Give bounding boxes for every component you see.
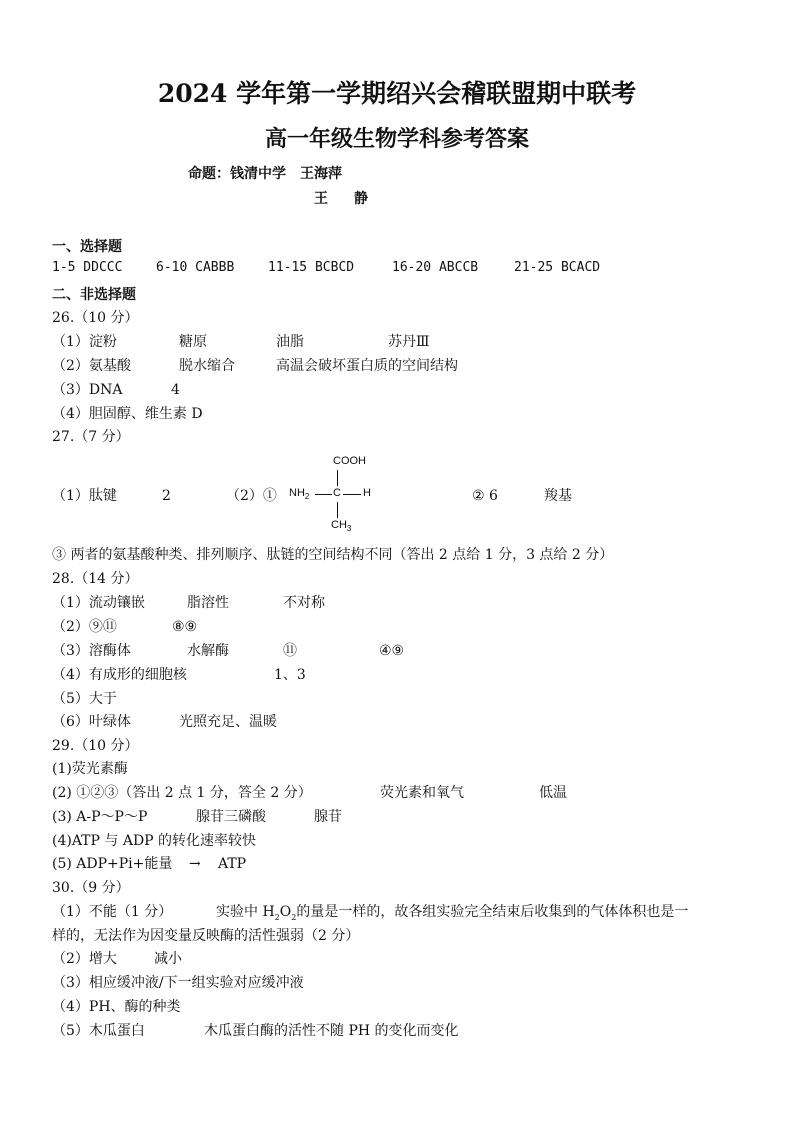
formula-bond-top bbox=[337, 470, 338, 486]
author-line: 命题：钱清中学 王海萍 bbox=[188, 166, 342, 182]
formula-ch-sub: 3 bbox=[346, 524, 352, 534]
q29-5-arrow: → bbox=[189, 856, 201, 872]
q30-5-a: （5）木瓜蛋白 bbox=[52, 1023, 145, 1039]
q30-1-b-post: 的量是一样的，故各组实验完全结束后收集到的气体体积也是一 bbox=[296, 904, 689, 920]
q26-line-4: （4）胆固醇、维生素 D bbox=[52, 406, 203, 422]
q28-6-b: 光照充足、温暖 bbox=[179, 714, 277, 730]
q30-heading: 30.（9 分） bbox=[52, 880, 130, 896]
q30-line-2 bbox=[52, 948, 182, 968]
formula-nh: NH bbox=[289, 487, 305, 499]
author-line-2: 王 静 bbox=[314, 191, 374, 207]
formula-ch3 bbox=[331, 519, 351, 533]
q28-3-a: （3）溶酶体 bbox=[52, 643, 131, 659]
q27-1-e: 羧基 bbox=[544, 488, 572, 504]
q28-3-d: ④⑨ bbox=[379, 643, 405, 659]
section-heading-nonchoice: 二、非选择题 bbox=[52, 287, 136, 303]
q29-line-2 bbox=[52, 782, 567, 802]
choice-group-3: 11-15 BCBCD bbox=[268, 260, 355, 275]
q30-1-b bbox=[216, 904, 688, 920]
choice-group-2: 6-10 CABBB bbox=[156, 260, 235, 275]
q28-4-b: 1、3 bbox=[274, 667, 306, 683]
q29-2-c: 低温 bbox=[539, 785, 567, 801]
formula-bond-left bbox=[315, 494, 332, 495]
q30-1-b-sub1: 2 bbox=[274, 912, 280, 922]
q28-3-c: ⑪ bbox=[283, 643, 297, 659]
q29-line-3 bbox=[52, 806, 342, 826]
q26-2-a: （2）氨基酸 bbox=[52, 358, 131, 374]
formula-cooh: COOH bbox=[333, 455, 366, 467]
q26-line-1 bbox=[52, 331, 430, 351]
q26-3-b: 4 bbox=[171, 382, 180, 398]
q30-1-b-sub2: 2 bbox=[291, 912, 297, 922]
formula-bond-right bbox=[343, 494, 361, 495]
q29-2-a: (2) ①②③（答出 2 点 1 分，答全 2 分） bbox=[52, 785, 312, 801]
q26-1-c: 油脂 bbox=[276, 334, 304, 350]
q30-1-b-mid: O bbox=[279, 904, 292, 920]
q30-line-4: （4）PH、酶的种类 bbox=[52, 999, 181, 1015]
q26-3-a: （3）DNA bbox=[52, 382, 123, 398]
q28-1-b: 脂溶性 bbox=[187, 595, 229, 611]
q27-line-1-right bbox=[472, 485, 572, 505]
q29-heading: 29.（10 分） bbox=[52, 738, 139, 754]
choice-group-4: 16-20 ABCCB bbox=[392, 260, 479, 275]
q29-3-c: 腺苷 bbox=[314, 809, 342, 825]
q26-2-b: 脱水缩合 bbox=[179, 358, 235, 374]
q30-line-5 bbox=[52, 1020, 459, 1040]
choice-group-1: 1-5 DDCCC bbox=[52, 260, 123, 275]
q28-line-6 bbox=[52, 711, 277, 731]
q28-line-2 bbox=[52, 616, 197, 636]
formula-ch: CH bbox=[331, 519, 347, 531]
q27-line-1 bbox=[52, 485, 277, 505]
q28-1-c: 不对称 bbox=[283, 595, 325, 611]
q29-line-5 bbox=[52, 853, 246, 873]
q29-line-1: (1)荧光素酶 bbox=[52, 761, 128, 777]
q30-1-a: （1）不能（1 分） bbox=[52, 904, 173, 920]
q28-line-4 bbox=[52, 664, 306, 684]
q26-1-d: 苏丹Ⅲ bbox=[388, 334, 430, 350]
page-subtitle: 高一年级生物学科参考答案 bbox=[264, 126, 529, 152]
q29-3-a: (3) A-P～P～P bbox=[52, 809, 148, 825]
q28-6-a: （6）叶绿体 bbox=[52, 714, 131, 730]
q27-line-3: ③ 两者的氨基酸种类、排列顺序、肽链的空间结构不同（答出 2 点给 1 分，3 点给 2 分） bbox=[52, 547, 614, 563]
formula-nh-sub: 2 bbox=[304, 492, 310, 502]
q27-1-c: （2）① bbox=[226, 488, 277, 504]
q30-2-a: （2）增大 bbox=[52, 951, 117, 967]
formula-c: C bbox=[333, 487, 341, 499]
q30-line-3: （3）相应缓冲液/下一组实验对应缓冲液 bbox=[52, 975, 304, 991]
choice-group-5: 21-25 BCACD bbox=[514, 260, 601, 275]
q28-1-a: （1）流动镶嵌 bbox=[52, 595, 145, 611]
q30-line-1-cont: 样的，无法作为因变量反映酶的活性强弱（2 分） bbox=[52, 928, 360, 944]
q27-1-d: ② 6 bbox=[472, 488, 498, 504]
q26-1-b: 糖原 bbox=[179, 334, 207, 350]
q26-line-2 bbox=[52, 355, 458, 375]
q29-5-a: (5) ADP+Pi+能量 bbox=[52, 856, 173, 872]
q27-1-a: （1）肽键 bbox=[52, 488, 117, 504]
q30-5-b: 木瓜蛋白酶的活性不随 PH 的变化而变化 bbox=[204, 1023, 459, 1039]
q30-1-b-pre: 实验中 H bbox=[216, 904, 275, 920]
section-heading-choice: 一、选择题 bbox=[52, 239, 122, 255]
q28-2-b: ⑧⑨ bbox=[172, 619, 198, 635]
q26-2-c: 高温会破坏蛋白质的空间结构 bbox=[276, 358, 458, 374]
q29-3-b: 腺苷三磷酸 bbox=[196, 809, 266, 825]
q26-1-a: （1）淀粉 bbox=[52, 334, 117, 350]
q28-3-b: 水解酶 bbox=[187, 643, 229, 659]
q30-2-b: 减小 bbox=[154, 951, 182, 967]
formula-h: H bbox=[363, 487, 371, 499]
q29-5-c: ATP bbox=[218, 856, 247, 872]
q28-line-1 bbox=[52, 592, 325, 612]
q28-line-5: （5）大于 bbox=[52, 691, 117, 707]
formula-bond-bottom bbox=[337, 502, 338, 518]
formula-nh2 bbox=[289, 487, 309, 501]
q28-4-a: （4）有成形的细胞核 bbox=[52, 667, 187, 683]
q28-line-3 bbox=[52, 640, 404, 660]
q26-line-3 bbox=[52, 379, 180, 399]
q27-1-b: 2 bbox=[162, 488, 171, 504]
q30-line-1 bbox=[52, 901, 688, 922]
page-title: 2024 学年第一学期绍兴会稽联盟期中联考 bbox=[157, 79, 637, 108]
q28-heading: 28.（14 分） bbox=[52, 571, 139, 587]
q28-2-a: （2）⑨⑪ bbox=[52, 619, 117, 635]
q27-heading: 27.（7 分） bbox=[52, 429, 130, 445]
q26-heading: 26.（10 分） bbox=[52, 310, 139, 326]
choice-answers bbox=[52, 260, 600, 275]
q29-line-4: (4)ATP 与 ADP 的转化速率较快 bbox=[52, 833, 257, 849]
q29-2-b: 荧光素和氧气 bbox=[380, 785, 464, 801]
